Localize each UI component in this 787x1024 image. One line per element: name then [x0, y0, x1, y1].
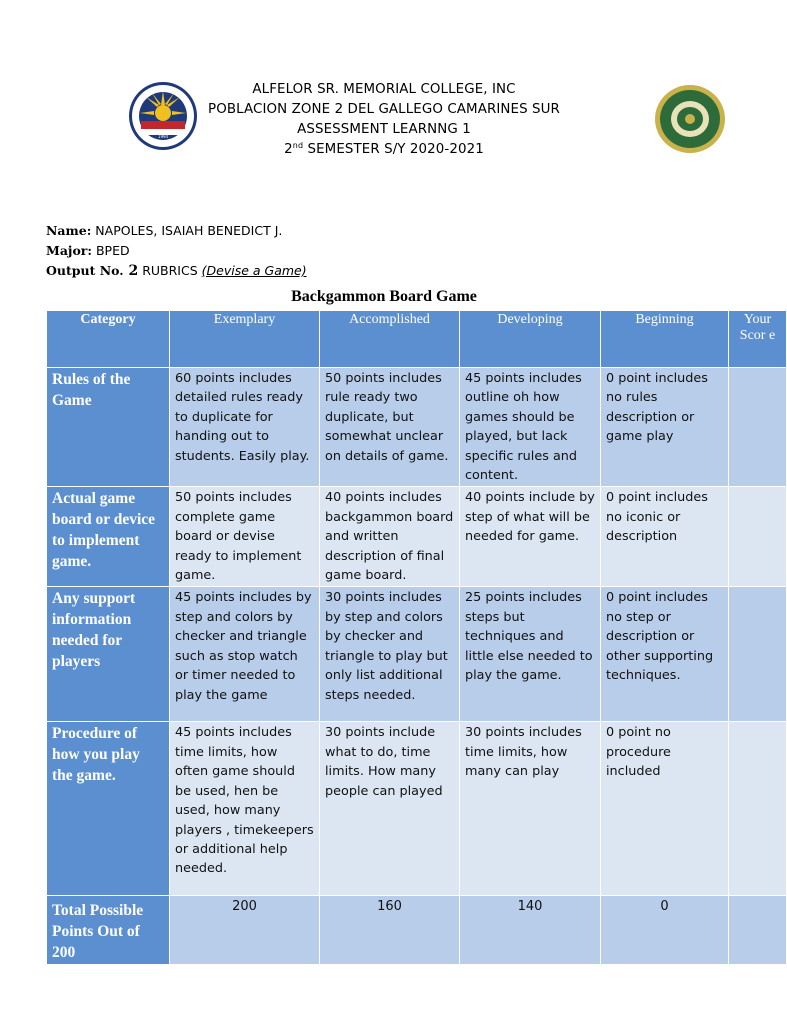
category-cell: Actual game board or device to implement game. — [47, 487, 170, 587]
total-label: Total Possible Points Out of 200 — [47, 896, 170, 965]
major-line: Major: BPED — [46, 243, 130, 258]
rubric-cell: 30 points includes time limits, how many can play — [460, 722, 601, 896]
rubric-cell: 30 points includes by step and colors by checker and triangle to play but only list additional steps needed. — [320, 587, 460, 722]
table-row — [47, 722, 787, 896]
category-cell: Any support information needed for players — [47, 587, 170, 722]
rubric-cell: 40 points includes backgammon board and written description of final game board. — [320, 487, 460, 587]
course-title: ASSESSMENT LEARNNG 1 — [297, 122, 471, 137]
rubric-cell: 50 points includes complete game board or devise ready to implement game. — [170, 487, 320, 587]
letterhead — [200, 80, 568, 160]
rubric-cell: 60 points includes detailed rules ready to duplicate for handing out to students. Easily play. — [170, 368, 320, 487]
rubric-cell: 30 points include what to do, time limits. How many people can played — [320, 722, 460, 896]
name-line: Name: NAPOLES, ISAIAH BENEDICT J. — [46, 223, 283, 238]
rubric-cell: 0 point no procedure included — [601, 722, 729, 896]
total-value: 160 — [320, 896, 460, 965]
seal-year: 1994 — [157, 134, 169, 139]
score-cell[interactable] — [729, 368, 787, 487]
rubric-cell: 50 points includes rule ready two duplicate, but somewhat unclear on details of game. — [320, 368, 460, 487]
table-row — [47, 587, 787, 722]
college-address: POBLACION ZONE 2 DEL GALLEGO CAMARINES SUR — [208, 102, 560, 117]
total-row — [47, 896, 787, 965]
total-value: 140 — [460, 896, 601, 965]
column-header: Your Scor e — [729, 311, 787, 368]
ched-seal-icon — [128, 79, 198, 153]
rubric-cell: 45 points includes by step and colors by checker and triangle such as stop watch or timer needed to play the game — [170, 587, 320, 722]
category-cell: Procedure of how you play the game. — [47, 722, 170, 896]
score-cell[interactable] — [729, 722, 787, 896]
column-header: Beginning — [601, 311, 729, 368]
column-header: Accomplished — [320, 311, 460, 368]
total-score-cell[interactable] — [729, 896, 787, 965]
score-cell[interactable] — [729, 487, 787, 587]
college-seal-icon — [654, 84, 726, 154]
table-row — [47, 487, 787, 587]
column-header: Category — [47, 311, 170, 368]
college-name: ALFELOR SR. MEMORIAL COLLEGE, INC — [252, 82, 516, 97]
rubric-cell: 0 point includes no rules description or game play — [601, 368, 729, 487]
total-value: 200 — [170, 896, 320, 965]
category-cell: Rules of the Game — [47, 368, 170, 487]
score-cell[interactable] — [729, 587, 787, 722]
column-header: Exemplary — [170, 311, 320, 368]
output-line: Output No. 2 RUBRICS (Devise a Game) — [46, 263, 307, 279]
header-row — [47, 311, 787, 368]
table-row — [47, 368, 787, 487]
semester-line: 2nd SEMESTER S/Y 2020-2021 — [284, 141, 484, 157]
column-header: Developing — [460, 311, 601, 368]
rubric-cell: 40 points include by step of what will be needed for game. — [460, 487, 601, 587]
rubric-table — [46, 310, 787, 965]
rubric-cell: 0 point includes no step or description or other supporting techniques. — [601, 587, 729, 722]
rubric-cell: 0 point includes no iconic or description — [601, 487, 729, 587]
student-info — [46, 221, 307, 281]
table-title: Backgammon Board Game — [291, 288, 477, 305]
total-value: 0 — [601, 896, 729, 965]
rubric-cell: 25 points includes steps but techniques and little else needed to play the game. — [460, 587, 601, 722]
rubric-cell: 45 points includes outline oh how games should be played, but lack specific rules and content. — [460, 368, 601, 487]
rubric-cell: 45 points includes time limits, how often game should be used, hen be used, how many players , timekeepers or additional help needed. — [170, 722, 320, 896]
